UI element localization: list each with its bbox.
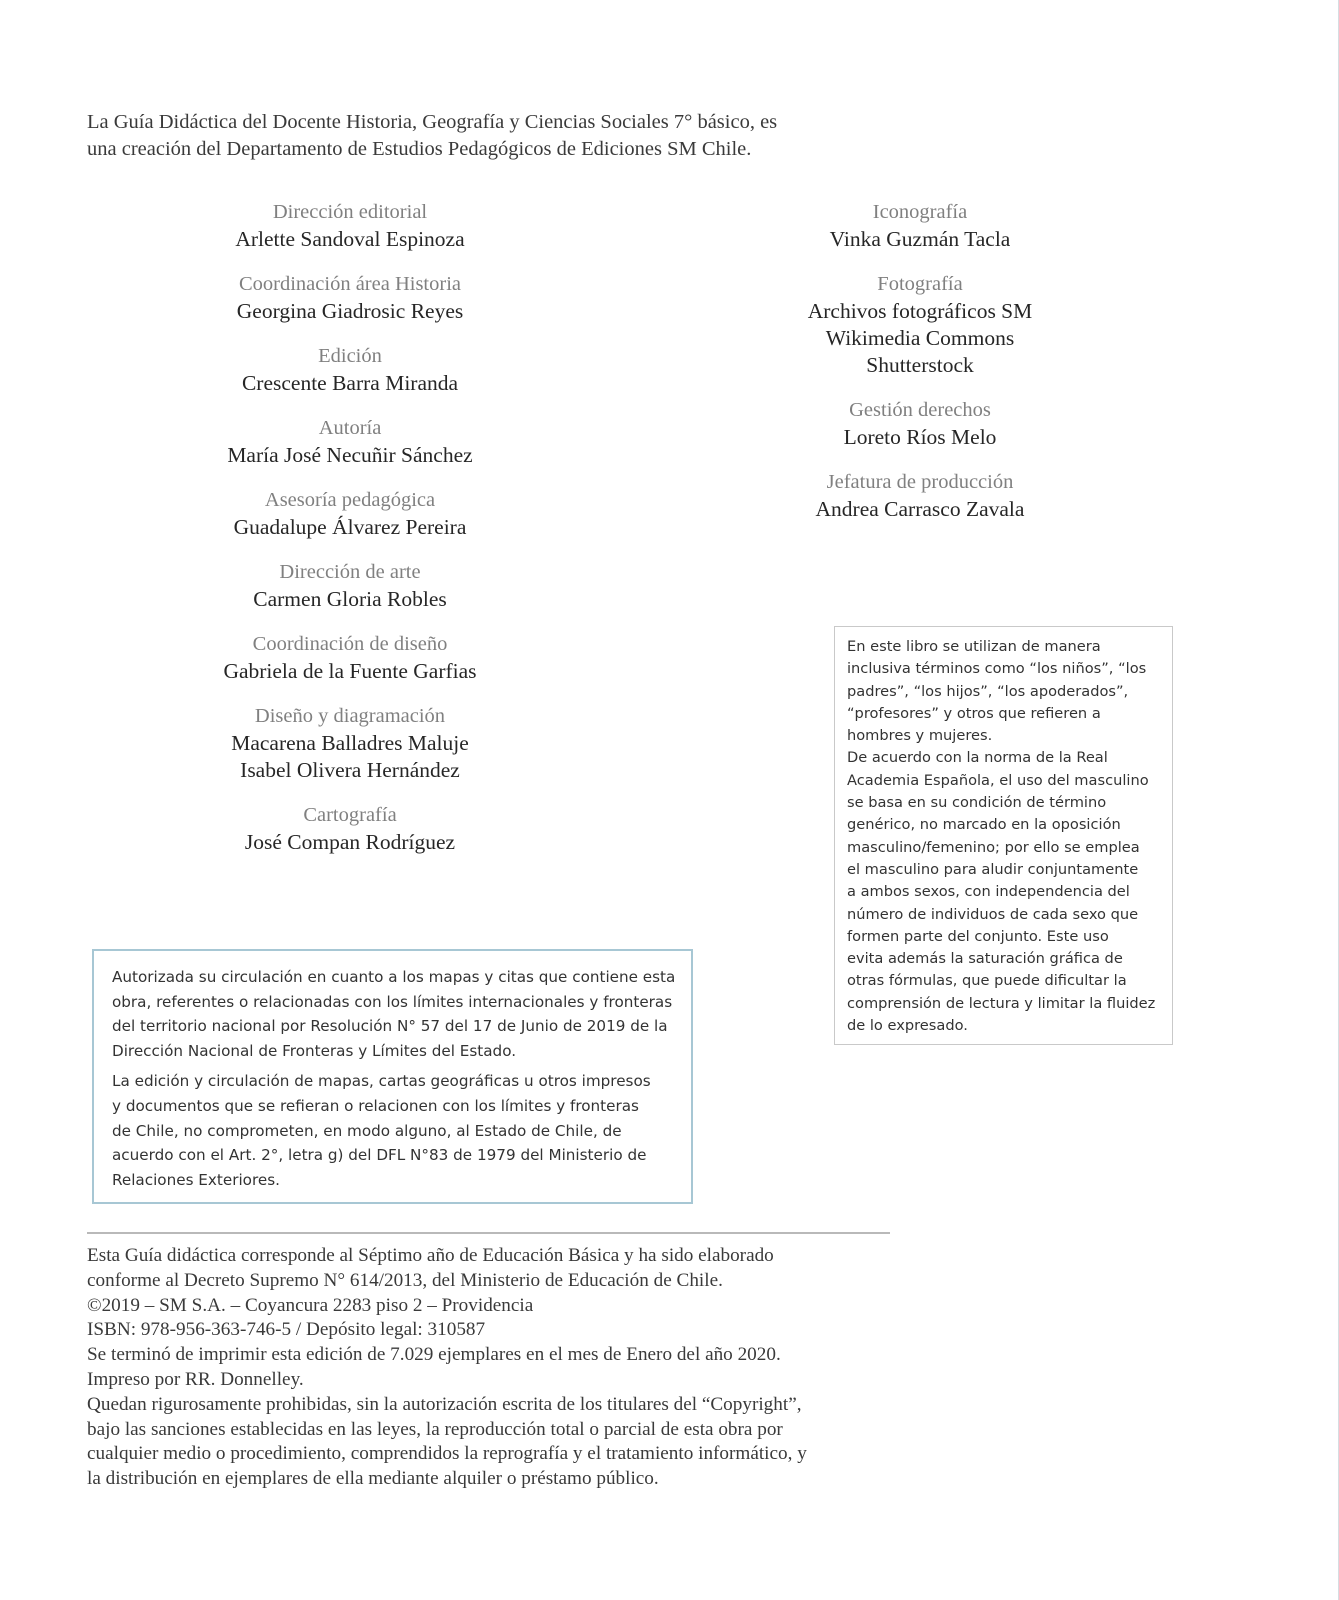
credit-name: Gabriela de la Fuente Garfias: [223, 659, 477, 683]
credit-name: Wikimedia Commons: [825, 326, 1015, 350]
credit-asesoria-pedagogica: [150, 487, 550, 541]
credit-iconografia: [720, 199, 1120, 253]
credit-edicion: [150, 343, 550, 397]
footer-line: cualquier medio o procedimiento, comprendidos la reprografía y el tratamiento informático, y: [87, 1443, 807, 1465]
notice-line: evita además la saturación gráfica de: [847, 950, 1123, 968]
notice-line: comprensión de lectura y limitar la fluidez: [847, 994, 1156, 1012]
credit-direccion-arte: [150, 559, 550, 613]
credit-name: Shutterstock: [866, 353, 974, 377]
credit-role: Cartografía: [303, 804, 397, 826]
footer-line: Esta Guía didáctica corresponde al Séptimo año de Educación Básica y ha sido elaborado: [87, 1245, 774, 1266]
legal-line: Relaciones Exteriores.: [112, 1170, 280, 1189]
notice-line: De acuerdo con la norma de la Real: [847, 749, 1108, 767]
notice-line: “profesores” y otros que refieren a: [847, 704, 1101, 722]
credits-left-column: [150, 199, 550, 874]
notice-line: En este libro se utilizan de manera: [847, 638, 1101, 655]
legal-line: La edición y circulación de mapas, cartas geográficas u otros impresos: [112, 1072, 651, 1091]
notice-line: hombres y mujeres.: [847, 727, 993, 745]
intro-paragraph: [87, 109, 867, 163]
credit-name: Macarena Balladres Maluje: [231, 731, 469, 755]
notice-line: inclusiva términos como “los niños”, “los: [847, 660, 1147, 678]
legal-line: Dirección Nacional de Fronteras y Límites del Estado.: [112, 1041, 517, 1060]
credit-role: Autoría: [318, 417, 382, 439]
inclusive-language-notice: [834, 626, 1173, 1045]
credit-name: Vinka Guzmán Tacla: [829, 227, 1011, 251]
footer-line: conforme al Decreto Supremo N° 614/2013, del Ministerio de Educación de Chile.: [87, 1269, 723, 1291]
credit-name: Georgina Giadrosic Reyes: [236, 299, 464, 323]
credit-cartografia: [150, 802, 550, 856]
notice-line: masculino/femenino; por ello se emplea: [847, 838, 1140, 856]
notice-line: otras fórmulas, que puede dificultar la: [847, 972, 1127, 990]
credit-role: Iconografía: [872, 201, 968, 223]
credit-role: Dirección de arte: [279, 561, 421, 583]
notice-line: padres”, “los hijos”, “los apoderados”,: [847, 682, 1129, 700]
notice-line: Academia Española, el uso del masculino: [847, 771, 1149, 789]
legal-line: y documentos que se refieran o relacionen con los límites y fronteras: [112, 1096, 639, 1115]
credit-name: Loreto Ríos Melo: [843, 425, 997, 449]
credit-name: Crescente Barra Miranda: [241, 371, 459, 395]
legal-line: de Chile, no comprometen, en modo alguno, al Estado de Chile, de: [112, 1121, 622, 1140]
credits-right-column: [720, 199, 1120, 541]
legal-line: acuerdo con el Art. 2°, letra g) del DFL N°83 de 1979 del Ministerio de: [112, 1146, 647, 1165]
footer-line: Impreso por RR. Donnelley.: [87, 1368, 304, 1390]
notice-line: de lo expresado.: [847, 1017, 968, 1035]
notice-line: formen parte del conjunto. Este uso: [847, 927, 1109, 945]
credit-gestion-derechos: [720, 397, 1120, 451]
legal-line: obra, referentes o relacionadas con los límites internacionales y fronteras: [112, 992, 673, 1011]
footer-line: Se terminó de imprimir esta edición de 7.029 ejemplares en el mes de Enero del año 2020.: [87, 1344, 781, 1366]
footer-line: ©2019 – SM S.A. – Coyancura 2283 piso 2 – Providencia: [87, 1294, 534, 1316]
intro-line: una creación del Departamento de Estudios Pedagógicos de Ediciones SM Chile.: [87, 138, 752, 160]
footer-line: bajo las sanciones establecidas en las leyes, la reproducción total o parcial de esta obra por: [87, 1418, 783, 1440]
credit-role: Dirección editorial: [272, 201, 428, 223]
credit-name: Guadalupe Álvarez Pereira: [233, 515, 467, 539]
legal-line: del territorio nacional por Resolución N° 57 del 17 de Junio de 2019 de la: [112, 1017, 668, 1036]
credit-role: Jefatura de producción: [826, 471, 1014, 493]
credit-name: Isabel Olivera Hernández: [240, 758, 460, 782]
map-authorization-notice: [92, 949, 693, 1204]
credit-role: Coordinación área Historia: [238, 273, 461, 295]
credit-fotografia: [720, 271, 1120, 379]
credit-role: Edición: [318, 345, 382, 367]
colophon-footer: [87, 1244, 917, 1492]
legal-paragraph: [112, 965, 681, 1063]
legal-line: Autorizada su circulación en cuanto a los mapas y citas que contiene esta: [112, 968, 676, 986]
credit-role: Fotografía: [877, 273, 963, 295]
notice-line: genérico, no marcado en la oposición: [847, 816, 1121, 834]
footer-line: Quedan rigurosamente prohibidas, sin la autorización escrita de los titulares del “Copyright”,: [87, 1393, 802, 1415]
credit-direccion-editorial: [150, 199, 550, 253]
footer-divider: [87, 1232, 890, 1234]
credit-role: Diseño y diagramación: [254, 705, 446, 727]
credit-jefatura-produccion: [720, 469, 1120, 523]
credit-name: Arlette Sandoval Espinoza: [235, 227, 465, 251]
footer-line: la distribución en ejemplares de ella mediante alquiler o préstamo público.: [87, 1468, 659, 1490]
credit-name: Andrea Carrasco Zavala: [815, 497, 1025, 521]
credit-name: José Compan Rodríguez: [244, 830, 456, 854]
credit-role: Asesoría pedagógica: [264, 489, 436, 511]
credit-name: Carmen Gloria Robles: [253, 587, 447, 611]
credit-name: Archivos fotográficos SM: [807, 299, 1033, 323]
credit-name: María José Necuñir Sánchez: [227, 443, 473, 467]
notice-line: número de individuos de cada sexo que: [847, 905, 1139, 923]
credit-autoria: [150, 415, 550, 469]
intro-line: La Guía Didáctica del Docente Historia, Geografía y Ciencias Sociales 7° básico, es: [87, 111, 778, 133]
credit-role: Gestión derechos: [849, 399, 991, 421]
credit-coordinacion-historia: [150, 271, 550, 325]
credit-coordinacion-diseno: [150, 631, 550, 685]
legal-paragraph: [112, 1069, 681, 1192]
credit-role: Coordinación de diseño: [252, 633, 448, 655]
notice-line: se basa en su condición de término: [847, 794, 1107, 812]
credit-diseno-diagramacion: [150, 703, 550, 784]
footer-line: ISBN: 978-956-363-746-5 / Depósito legal: 310587: [87, 1319, 486, 1341]
notice-line: el masculino para aludir conjuntamente: [847, 860, 1139, 878]
notice-line: a ambos sexos, con independencia del: [847, 883, 1130, 901]
